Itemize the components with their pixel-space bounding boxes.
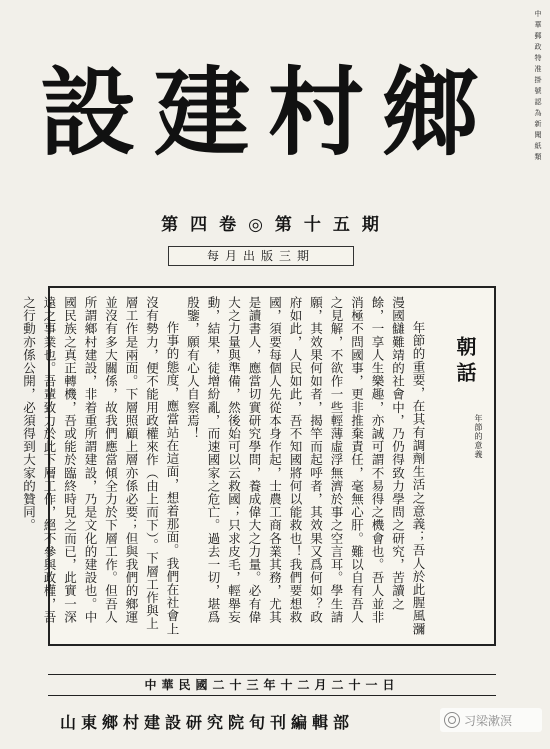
article-paragraph-1: 年節的重要，在其有調劑生活之意義；吾人於此腥風瀰漫國讎難靖的社會中，乃仍得致力學問之研究，苦讀之餘，一享人生樂趣，亦誠可謂不易得之機會也。吾人並非消極不問國事，更非推棄責任，毫無心肝。難以自有吾人之見解，不欲作一些輕薄虛浮無濟於事之空言耳。學生請願，其效果何如者，揭竿而起呼者，其效果又爲何如？政府如此，人民如此，吾不知國將何以能救也！我們要想救國，須要每個人先從本身作起，士農工商各業其務，尤其是讀書人，應當切實研究學問，養成偉大之力量。必有偉大之力量與準備，然後始可以云救國；只求皮毛，輕舉妄動，結果，徒增紛亂，而速國家之危亡。過去一切，堪爲殷鑒，願有心人自察焉！ xyxy=(185,296,426,636)
issue-number: 第四卷◎第十五期 xyxy=(161,215,391,235)
article-title-column xyxy=(434,294,486,634)
article-title: 朝話 xyxy=(453,336,477,388)
publication-frequency: 每月出版三期 xyxy=(168,246,354,266)
masthead-char-4: 鄉 xyxy=(382,55,480,169)
watermark-badge xyxy=(440,708,542,732)
postal-registration-strip: 中華郵政特准掛號認為新聞紙類 xyxy=(534,10,542,164)
publisher-name: 山東鄉村建設研究院旬刊編輯部 xyxy=(60,713,355,732)
article-paragraph-2: 作事的態度，應當站在這面，想着那面。我們在社會上沒有勢力，便不能用政權來作（由上而下）。下層工作與上層工作是兩面。下層照顧上層亦係必要；但與我們的鄉運並沒有多大關係，故我們應當傾全力於下層工作。但吾人所謂鄉村建設，非着重所謂建設，乃是文化的建設也。中國民族之真正轉機，吾或能於臨終時見之而已，此實一深遠之事業也。吾輩致力於此下層工作，絕不參與政權，吾之行動亦係公開，必須得到大家的贊同。 xyxy=(21,296,180,636)
masthead-title xyxy=(40,50,480,169)
article-box xyxy=(21,286,496,646)
masthead-char-3: 村 xyxy=(268,55,366,169)
publication-date: 中華民國二十三年十二月二十一日 xyxy=(48,674,496,696)
masthead-char-2: 建 xyxy=(154,55,252,169)
article-subtitle: 年節的意義 xyxy=(474,414,483,459)
article-body xyxy=(21,296,428,636)
watermark-text: 习梁漱溟 xyxy=(464,713,513,728)
masthead-char-1: 設 xyxy=(40,55,138,169)
wechat-icon xyxy=(444,712,460,728)
